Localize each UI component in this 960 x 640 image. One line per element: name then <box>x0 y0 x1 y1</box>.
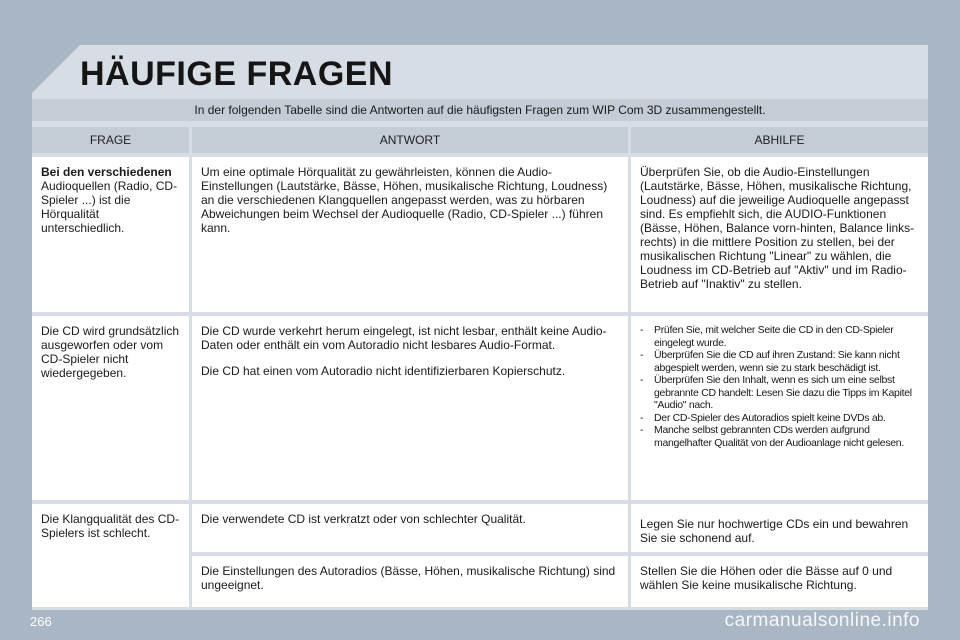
row3-abhilfe-text-1: Legen Sie nur hochwertige CDs ein und bewahren Sie sie schonend auf. <box>640 517 909 545</box>
row3-abhilfe-cell-2 <box>631 556 928 607</box>
row1-antwort-text: Um eine optimale Hörqualität zu gewährleisten, können die Audio-Einstellungen (Lautstärke, Bässe, Höhen, musikalische Richtung, Loudness) an die verschiedenen Klangquellen angepasst werden, was zu hörbaren Abweichungen beim Wechsel der Audioquelle (Radio, CD-Spieler ...) führen kann. <box>201 165 608 235</box>
row2-antwort-text-1: Die CD wurde verkehrt herum eingelegt, ist nicht lesbar, enthält keine Audio-Daten oder enthält ein vom Autoradio nicht lesbares Audio-Format. <box>201 324 607 352</box>
page-title: HÄUFIGE FRAGEN <box>80 55 393 93</box>
header-antwort: ANTWORT <box>192 127 628 153</box>
row3-antwort-text-1: Die verwendete CD ist verkratzt oder von schlechter Qualität. <box>201 512 526 526</box>
watermark-text: carmanualsonline.info <box>724 610 920 631</box>
row3-abhilfe-text-2: Stellen Sie die Höhen oder die Bässe auf 0 und wählen Sie keine musikalische Richtung. <box>640 564 893 592</box>
list-item: - Prüfen Sie, mit welcher Seite die CD in den CD-Spieler eingelegt wurde. <box>640 324 919 349</box>
row2-abhilfe-cell <box>631 316 928 500</box>
row1-frage-bold: Bei den verschiedenen <box>41 165 172 179</box>
manual-page <box>32 45 928 610</box>
row3-antwort-cell-1 <box>192 504 628 552</box>
header-abhilfe: ABHILFE <box>631 127 928 153</box>
list-item: - Überprüfen Sie den Inhalt, wenn es sich um eine selbst gebrannte CD handelt: Lesen Sie dazu die Tipps im Kapitel "Audio" nach. <box>640 374 919 412</box>
row3-frage-cell <box>32 504 189 607</box>
row1-frage-cell <box>32 157 189 312</box>
row1-frage-text: Audioquellen (Radio, CD-Spieler ...) ist die Hörqualität unterschiedlich. <box>41 179 178 235</box>
row1-abhilfe-text: Überprüfen Sie, ob die Audio-Einstellungen (Lautstärke, Bässe, Höhen, musikalische Richtung, Loudness) auf die jeweilige Audioquelle angepasst sind. Es empfiehlt sich, die AUDIO-Funktionen (Bässe, Höhen, Balance vorn-hinten, Balance links-rechts) in die mittlere Position zu stellen, bei der musikalischen Richtung "Linear" zu wählen, die Loudness im CD-Betrieb auf "Aktiv" und im Radio-Betrieb auf "Inaktiv" zu stellen. <box>640 165 915 291</box>
row3-antwort-cell-2 <box>192 556 628 607</box>
page-corner <box>32 45 80 93</box>
row2-frage-cell <box>32 316 189 500</box>
row2-frage-text: Die CD wird grundsätzlich ausgeworfen oder vom CD-Spieler nicht wiedergegeben. <box>41 324 180 380</box>
row1-abhilfe-cell <box>631 157 928 312</box>
header-frage: FRAGE <box>32 127 189 153</box>
intro-text: In der folgenden Tabelle sind die Antworten auf die häufigsten Fragen zum WIP Com 3D zusammengestellt. <box>32 99 928 121</box>
list-item: - Überprüfen Sie die CD auf ihren Zustand: Sie kann nicht abgespielt werden, wenn sie zu stark beschädigt ist. <box>640 349 919 374</box>
list-item: - Der CD-Spieler des Autoradios spielt keine DVDs ab. <box>640 412 919 425</box>
row2-abhilfe-list <box>640 324 919 449</box>
row2-antwort-cell <box>192 316 628 500</box>
row2-antwort-text-2: Die CD hat einen vom Autoradio nicht identifizierbaren Kopierschutz. <box>201 364 566 378</box>
row1-antwort-cell <box>192 157 628 312</box>
page-number: 266 <box>30 614 52 629</box>
row3-antwort-text-2: Die Einstellungen des Autoradios (Bässe, Höhen, musikalische Richtung) sind ungeeignet. <box>201 564 616 592</box>
list-item: - Manche selbst gebrannten CDs werden aufgrund mangelhafter Qualität von der Audioanlage nicht gelesen. <box>640 424 919 449</box>
row3-abhilfe-cell-1 <box>631 504 928 552</box>
row3-frage-text: Die Klangqualität des CD-Spielers ist schlecht. <box>41 512 180 540</box>
